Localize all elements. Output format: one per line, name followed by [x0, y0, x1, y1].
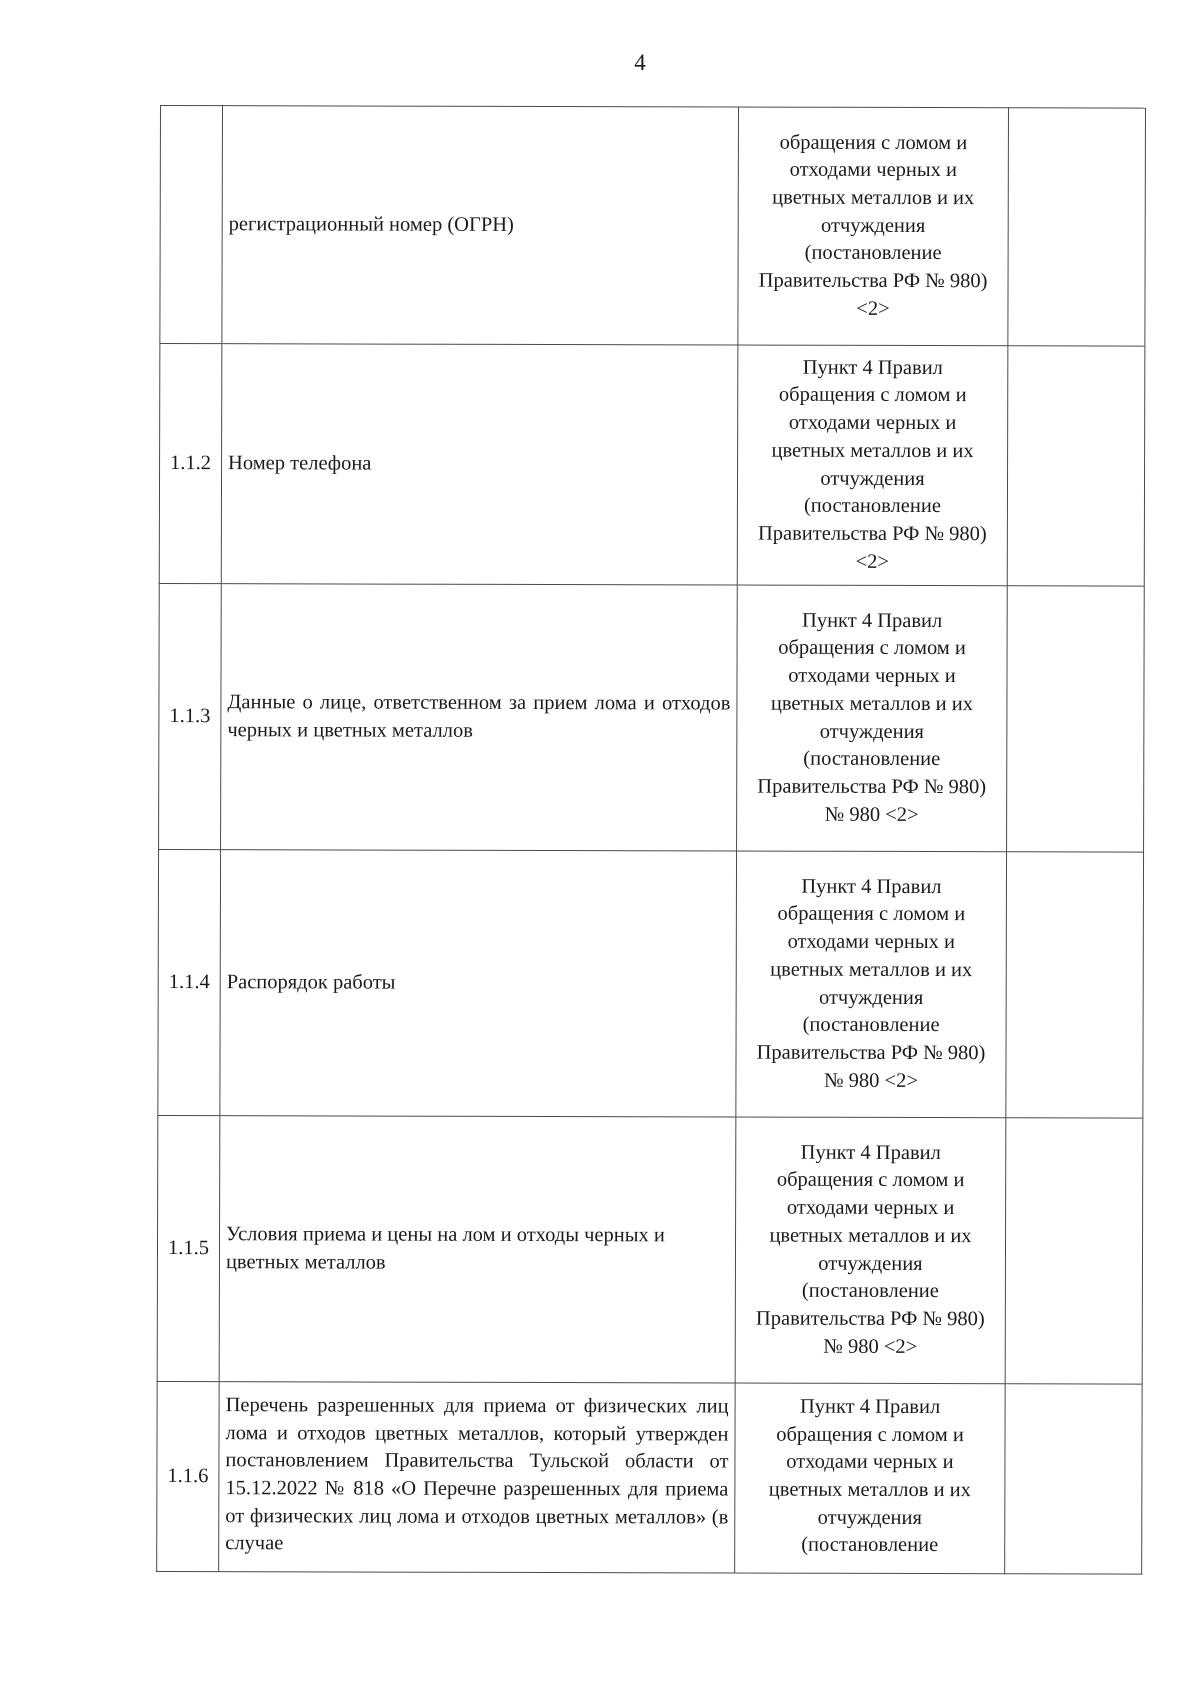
basis-line: Правительства РФ № 980)	[758, 269, 988, 293]
basis-line: отходами черных и	[788, 664, 956, 688]
basis-line: (постановление	[803, 494, 941, 518]
basis-line: (постановление	[801, 1279, 939, 1303]
row-number: 1.1.4	[158, 849, 221, 1115]
basis-line: отходами черных и	[788, 411, 957, 435]
row-number: 1.1.5	[157, 1115, 220, 1381]
row-legal-basis	[737, 585, 1008, 852]
row-empty-cell	[1007, 346, 1145, 586]
basis-line: отходами черных и	[789, 158, 958, 182]
basis-line: обращения с ломом и	[778, 384, 967, 407]
row-empty-cell	[1005, 1118, 1143, 1384]
basis-line: обращения с ломом и	[778, 637, 966, 660]
row-empty-cell	[1006, 852, 1144, 1118]
basis-line: Пункт 4 Правил	[801, 875, 942, 898]
basis-line: Правительства РФ № 980)	[757, 775, 987, 799]
basis-line: обращения с ломом и	[776, 1169, 965, 1192]
basis-line: цветных металлов и их	[771, 439, 974, 462]
requirements-table	[156, 105, 1146, 1575]
row-description: регистрационный номер (ОГРН)	[222, 106, 739, 345]
basis-line: цветных металлов и их	[768, 1478, 971, 1502]
basis-line: отходами черных и	[787, 930, 956, 954]
row-legal-basis	[735, 1383, 1005, 1574]
row-description: Распорядок работы	[220, 850, 737, 1117]
basis-line: (постановление	[804, 242, 942, 265]
row-legal-basis	[738, 107, 1009, 346]
basis-line: Пункт 4 Правил	[800, 1141, 941, 1164]
row-description: Перечень разрешенных для приема от физических лиц лома и отходов цветных металлов, который утвержден постановлением Правительства Тульской области от 15.12.2022 № 818 «О Перечне разрешенных для приема от физических лиц лома и отходов цветных металлов» (в случае	[219, 1382, 735, 1573]
basis-line: (постановление	[803, 747, 941, 771]
basis-line: отчуждения	[820, 467, 925, 490]
table-row	[160, 106, 1146, 347]
table-row	[158, 849, 1144, 1118]
row-number: 1.1.2	[159, 344, 222, 584]
basis-line: Пункт 4 Правил	[802, 609, 943, 632]
basis-line: <2>	[855, 550, 890, 573]
row-legal-basis	[735, 1117, 1006, 1384]
basis-line: цветных металлов и их	[769, 1224, 972, 1247]
basis-line: обращения с ломом и	[779, 131, 968, 154]
table-row	[159, 344, 1145, 587]
row-empty-cell	[1007, 586, 1145, 852]
row-description: Номер телефона	[221, 344, 738, 585]
table-row	[157, 1381, 1142, 1574]
row-legal-basis	[736, 851, 1007, 1118]
basis-line: отчуждения	[819, 720, 925, 743]
table-row	[159, 583, 1145, 852]
basis-line: № 980 <2>	[823, 1335, 918, 1358]
basis-line: отчуждения	[821, 214, 926, 237]
basis-line: Правительства РФ № 980)	[755, 1307, 985, 1331]
row-description: Условия приема и цены на лом и отходы черных и цветных металлов	[219, 1116, 736, 1383]
basis-line: № 980 <2>	[824, 803, 919, 826]
basis-line: Правительства РФ № 980)	[757, 522, 987, 546]
basis-line: отходами черных и	[786, 1196, 955, 1220]
basis-line: отчуждения	[818, 1252, 923, 1275]
basis-line: Правительства РФ № 980)	[756, 1041, 986, 1065]
table-row	[157, 1115, 1143, 1384]
basis-line: Пункт 4 Правил	[802, 356, 943, 379]
basis-line: обращения с ломом и	[777, 903, 966, 926]
basis-line: цветных металлов и их	[772, 186, 975, 210]
row-number: 1.1.6	[157, 1381, 219, 1571]
row-empty-cell	[1005, 1384, 1142, 1574]
basis-line: отходами черных и	[786, 1450, 954, 1474]
basis-line: <2>	[856, 297, 890, 320]
basis-line: обращения с ломом и	[776, 1423, 964, 1446]
basis-line: (постановление	[801, 1534, 939, 1557]
basis-line: цветных металлов и их	[770, 692, 974, 715]
row-empty-cell	[1008, 108, 1146, 346]
page-number: 4	[634, 50, 646, 75]
row-description: Данные о лице, ответственном за прием лома и отходов черных и цветных металлов	[221, 584, 738, 851]
row-number: 1.1.3	[159, 583, 222, 849]
basis-line: цветных металлов и их	[770, 958, 973, 981]
basis-line: Пункт 4 Правил	[799, 1395, 941, 1419]
basis-line: № 980 <2>	[823, 1069, 918, 1092]
basis-line: (постановление	[802, 1013, 940, 1037]
basis-line: отчуждения	[817, 1506, 922, 1529]
row-number	[160, 106, 223, 344]
basis-line: отчуждения	[818, 986, 924, 1009]
row-legal-basis	[737, 345, 1008, 586]
